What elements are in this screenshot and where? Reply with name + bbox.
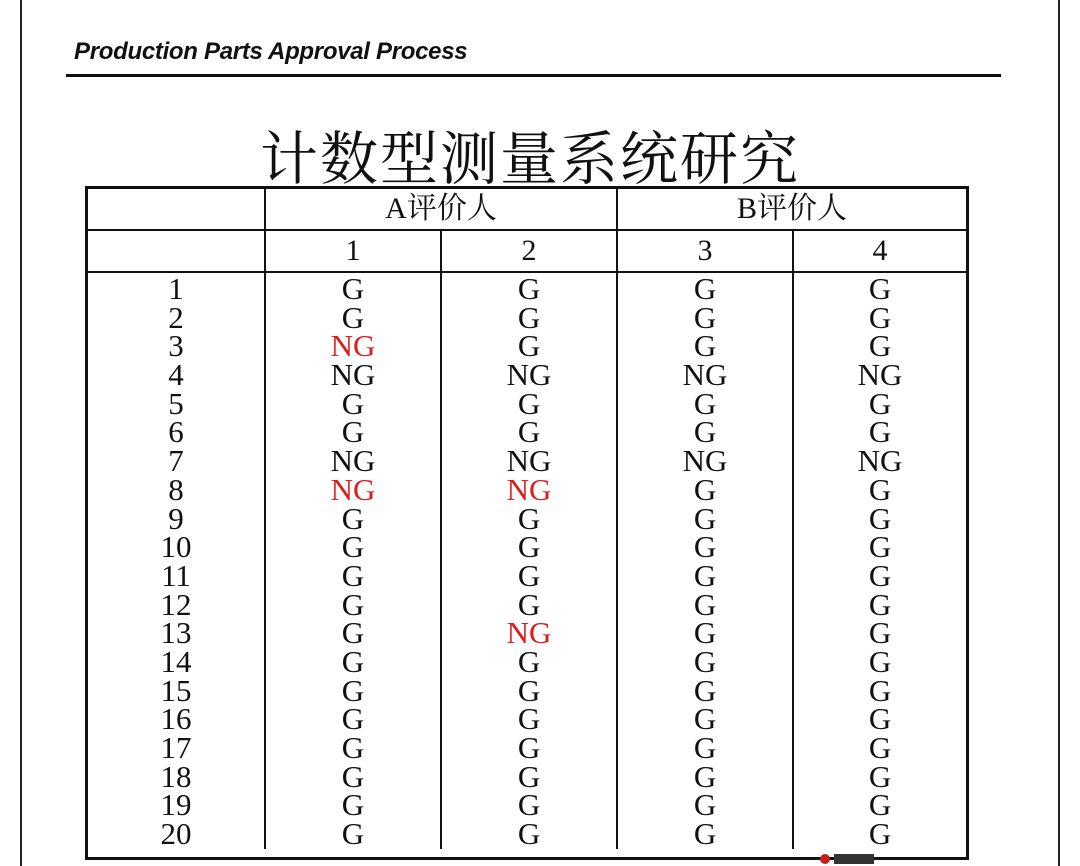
trial-3-results [618,271,792,852]
result-cell: G [517,758,541,794]
corner-cell [88,189,265,230]
result-cell: G [341,730,365,765]
result-cell: G [693,615,717,651]
trial-header-2: 2 [441,230,617,272]
result-cell: G [868,414,892,450]
header-rule [66,74,1001,77]
part-number: 14 [160,643,192,679]
part-number: 1 [168,271,184,306]
result-cell: NG [330,328,376,364]
result-cell: G [341,414,365,450]
result-cell: G [693,500,717,536]
result-cell: G [693,730,717,765]
result-cell: G [517,643,541,679]
appraiser-a-header: A评价人 [265,189,617,230]
trial-3-column [617,271,793,852]
part-number: 11 [161,557,191,593]
result-cell: G [517,299,541,335]
result-cell: NG [506,615,552,651]
trial-4-column [793,271,966,852]
study-table [88,189,966,852]
result-cell: G [341,500,365,536]
part-number-column [88,271,265,852]
part-number: 7 [168,443,184,479]
result-cell: G [693,385,717,421]
part-number: 2 [168,299,184,335]
trial-header-3: 3 [617,230,793,272]
result-cell: NG [682,443,728,479]
result-cell: G [868,529,892,565]
result-cell: G [868,471,892,507]
result-cell: G [341,586,365,622]
result-cell: NG [682,357,728,393]
result-cell: G [517,328,541,364]
result-cell: G [517,787,541,823]
result-cell: G [517,701,541,737]
part-number: 16 [160,701,192,737]
slide-title: 计数型测量系统研究 [259,125,800,193]
result-cell: G [517,529,541,565]
result-cell: G [693,643,717,679]
result-cell: G [868,643,892,679]
result-cell: G [868,299,892,335]
result-cell: G [693,328,717,364]
results-row [88,272,966,849]
result-cell: G [341,672,365,708]
part-number: 18 [160,758,192,794]
trial-1-column [265,271,441,852]
trial-2-results [442,271,616,852]
result-cell: G [517,586,541,622]
result-cell: G [693,414,717,450]
result-cell: G [693,672,717,708]
result-cell: G [693,557,717,593]
corner-cell-2 [88,230,265,272]
part-number: 9 [168,500,184,536]
result-cell: G [693,471,717,507]
result-cell: G [868,557,892,593]
part-number: 15 [160,672,192,708]
result-cell: G [517,672,541,708]
result-cell: G [868,271,892,306]
result-cell: G [693,529,717,565]
result-cell: G [868,615,892,651]
result-cell: G [693,271,717,306]
part-number: 10 [160,529,192,565]
result-cell: G [517,500,541,536]
result-cell: G [517,385,541,421]
part-number: 12 [160,586,192,622]
result-cell: G [341,816,365,852]
watermark-logo-dot [820,854,830,864]
trial-1-results [266,271,440,852]
result-cell: G [868,385,892,421]
result-cell: NG [506,357,552,393]
part-number-list [88,271,264,852]
result-cell: G [868,586,892,622]
result-cell: G [517,414,541,450]
result-cell: G [868,816,892,852]
trial-header-1: 1 [265,230,441,272]
trial-4-results [794,271,966,852]
part-number: 6 [168,414,184,450]
result-cell: G [868,672,892,708]
result-cell: G [341,643,365,679]
result-cell: G [341,529,365,565]
result-cell: G [517,816,541,852]
part-number: 13 [160,615,192,651]
result-cell: NG [506,471,552,507]
part-number: 5 [168,385,184,421]
appraiser-b-header: B评价人 [617,189,966,230]
trial-2-column [441,271,617,852]
result-cell: G [517,730,541,765]
result-cell: G [517,557,541,593]
result-cell: G [341,787,365,823]
attribute-study-table [85,186,969,860]
trial-header-row [88,230,966,272]
result-cell: NG [330,471,376,507]
result-cell: NG [857,357,903,393]
part-number: 3 [168,328,184,364]
result-cell: G [693,787,717,823]
result-cell: NG [330,357,376,393]
result-cell: G [341,299,365,335]
result-cell: G [868,787,892,823]
result-cell: G [868,328,892,364]
result-cell: G [341,615,365,651]
part-number: 8 [168,471,184,507]
part-number: 17 [160,730,192,765]
part-number: 19 [160,787,192,823]
part-number: 4 [168,357,184,393]
result-cell: G [868,758,892,794]
result-cell: NG [330,443,376,479]
result-cell: G [693,701,717,737]
result-cell: G [868,500,892,536]
header-title: Production Parts Approval Process [74,38,468,65]
appraiser-header-row [88,189,966,230]
result-cell: G [341,701,365,737]
result-cell: NG [857,443,903,479]
result-cell: G [517,271,541,306]
result-cell: G [693,299,717,335]
result-cell: G [341,758,365,794]
watermark-logo-block [834,854,874,864]
result-cell: G [341,271,365,306]
result-cell: G [341,385,365,421]
result-cell: G [693,586,717,622]
result-cell: G [693,816,717,852]
watermark [780,852,1040,866]
result-cell: G [868,730,892,765]
part-number: 20 [160,816,192,852]
trial-header-4: 4 [793,230,966,272]
result-cell: G [868,701,892,737]
result-cell: G [341,557,365,593]
result-cell: G [693,758,717,794]
result-cell: NG [506,443,552,479]
